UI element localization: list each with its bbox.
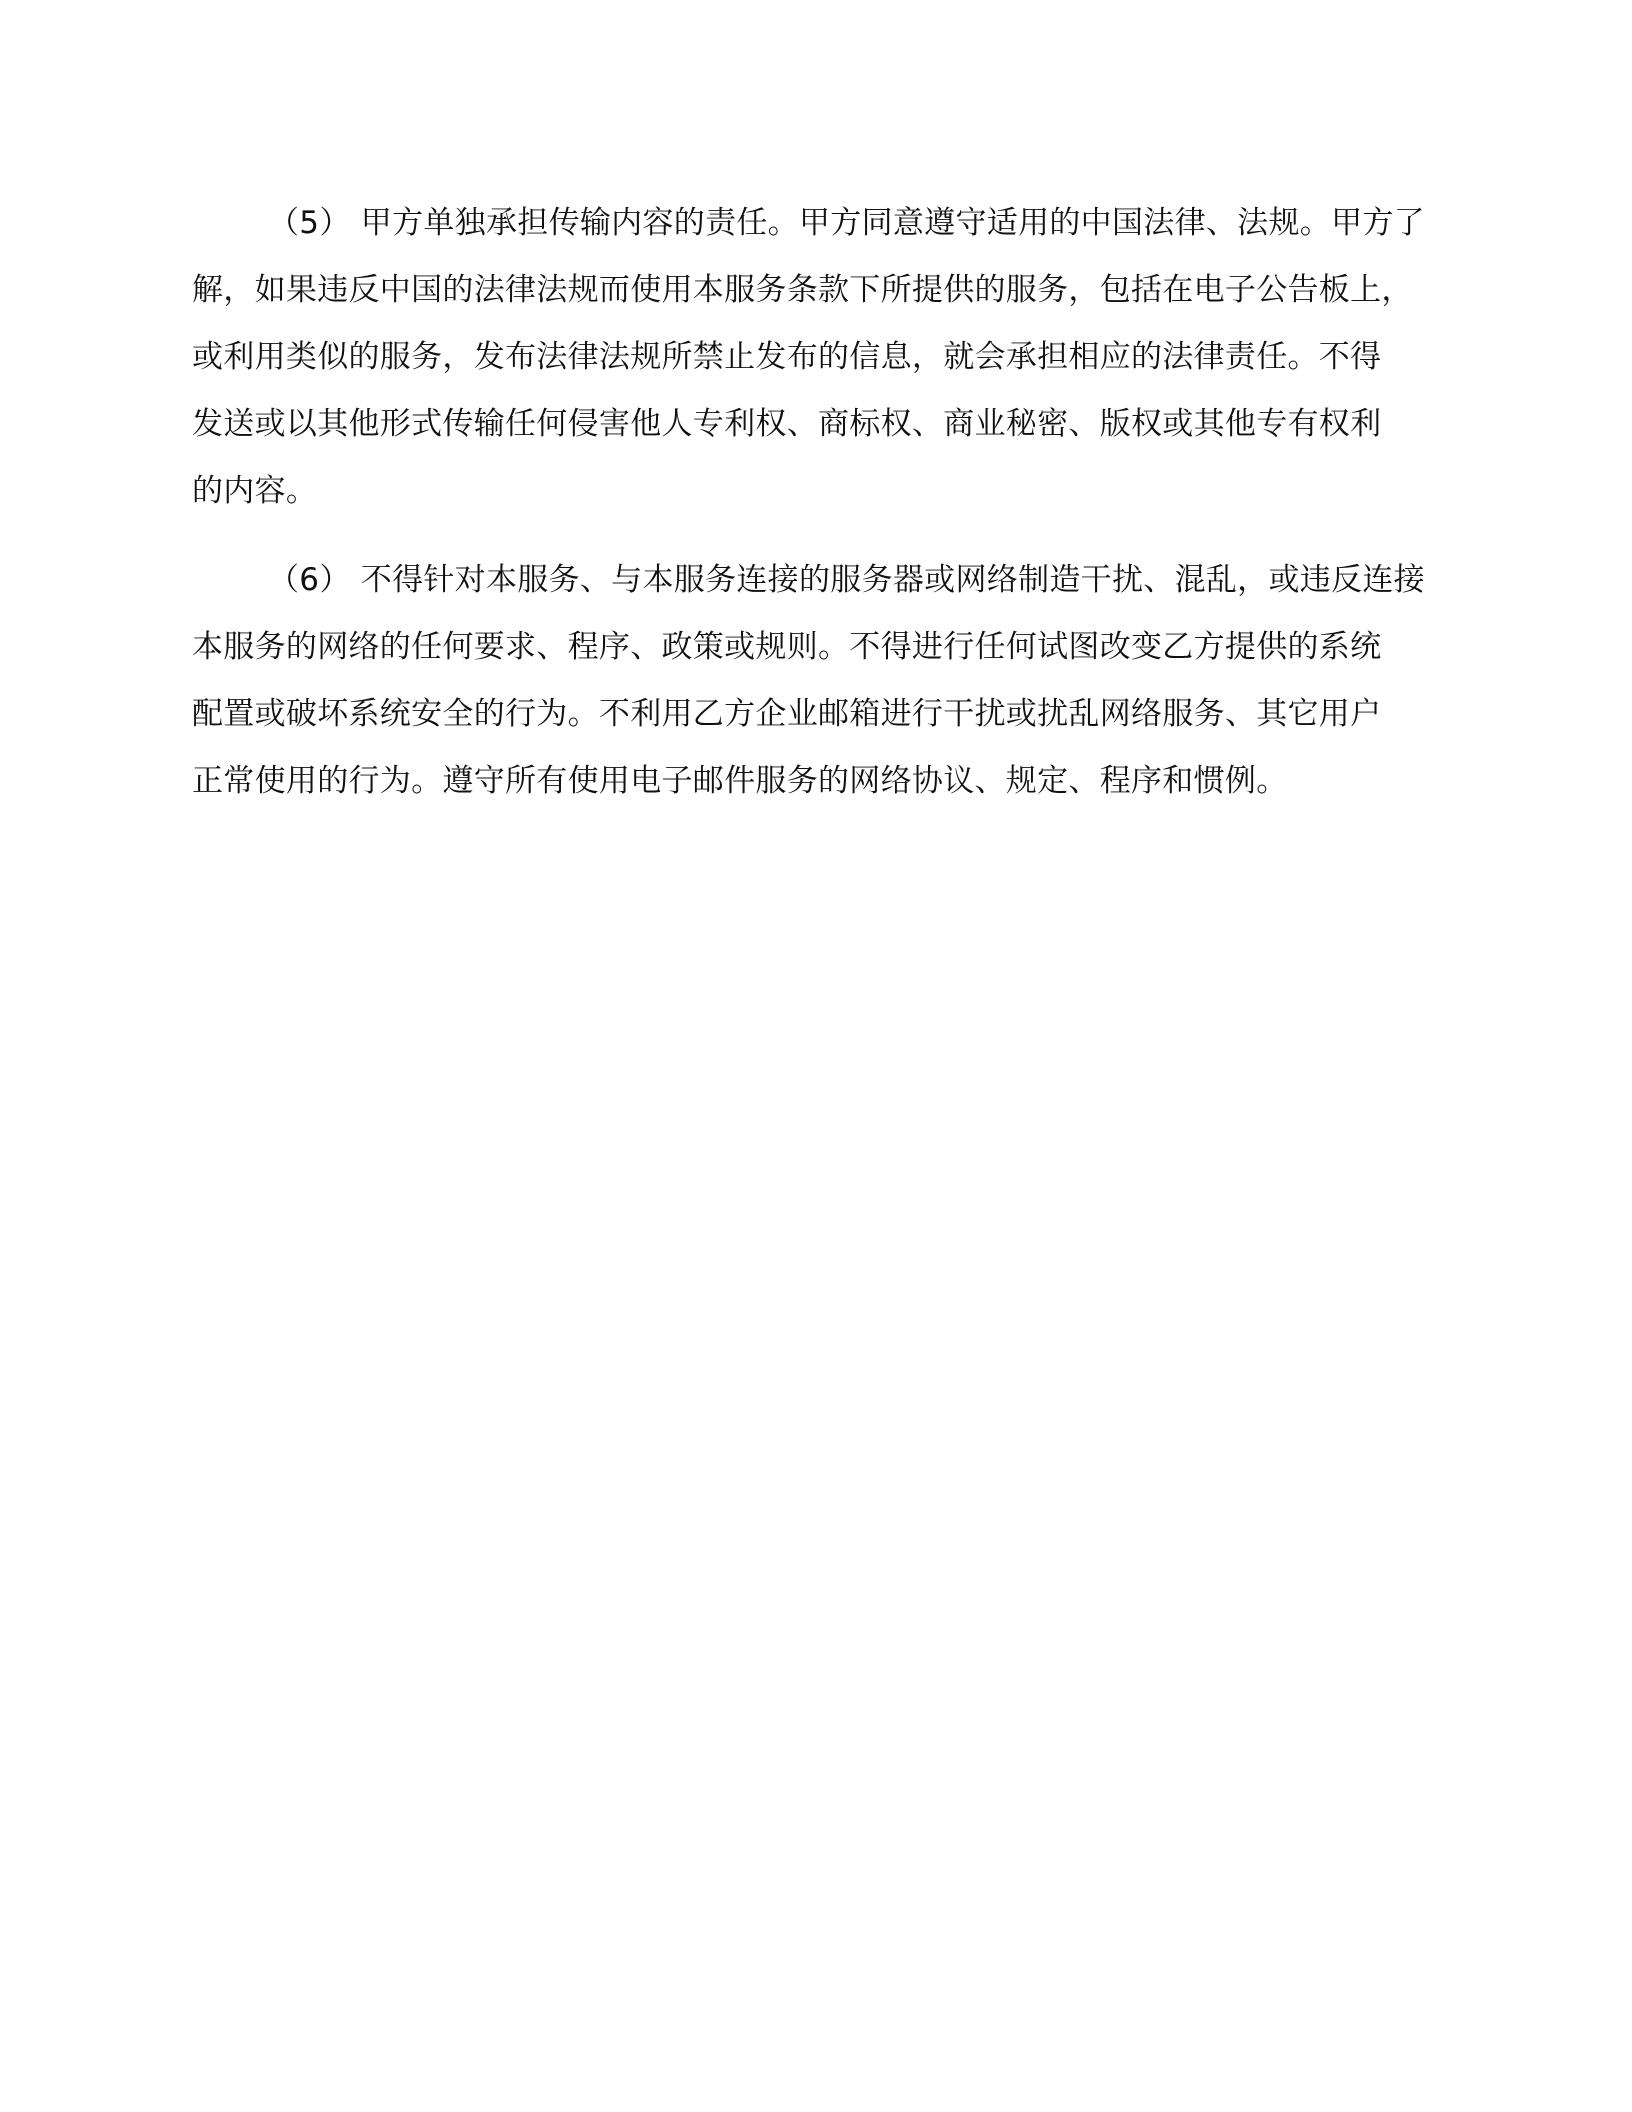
- paragraph-line: 发送或以其他形式传输任何侵害他人专利权、商标权、商业秘密、版权或其他专有权利: [192, 406, 1382, 442]
- paragraph-line: （5） 甲方单独承担传输内容的责任。甲方同意遵守适用的中国法律、法规。甲方了: [268, 205, 1425, 241]
- paragraph-line: （6） 不得针对本服务、与本服务连接的服务器或网络制造干扰、混乱，或违反连接: [268, 562, 1425, 598]
- clause-6-paragraph: [192, 547, 1442, 815]
- paragraph-line: 解，如果违反中国的法律法规而使用本服务条款下所提供的服务，包括在电子公告板上，: [192, 272, 1413, 308]
- paragraph-line: 的内容。: [192, 473, 318, 509]
- clause-5-paragraph: [192, 190, 1442, 525]
- paragraph-line: 配置或破坏系统安全的行为。不利用乙方企业邮箱进行干扰或扰乱网络服务、其它用户: [192, 696, 1382, 732]
- document-body: [192, 190, 1442, 837]
- paragraph-line: 正常使用的行为。遵守所有使用电子邮件服务的网络协议、规定、程序和惯例。: [192, 763, 1288, 799]
- paragraph-line: 本服务的网络的任何要求、程序、政策或规则。不得进行任何试图改变乙方提供的系统: [192, 629, 1382, 665]
- paragraph-line: 或利用类似的服务，发布法律法规所禁止发布的信息，就会承担相应的法律责任。不得: [192, 339, 1382, 375]
